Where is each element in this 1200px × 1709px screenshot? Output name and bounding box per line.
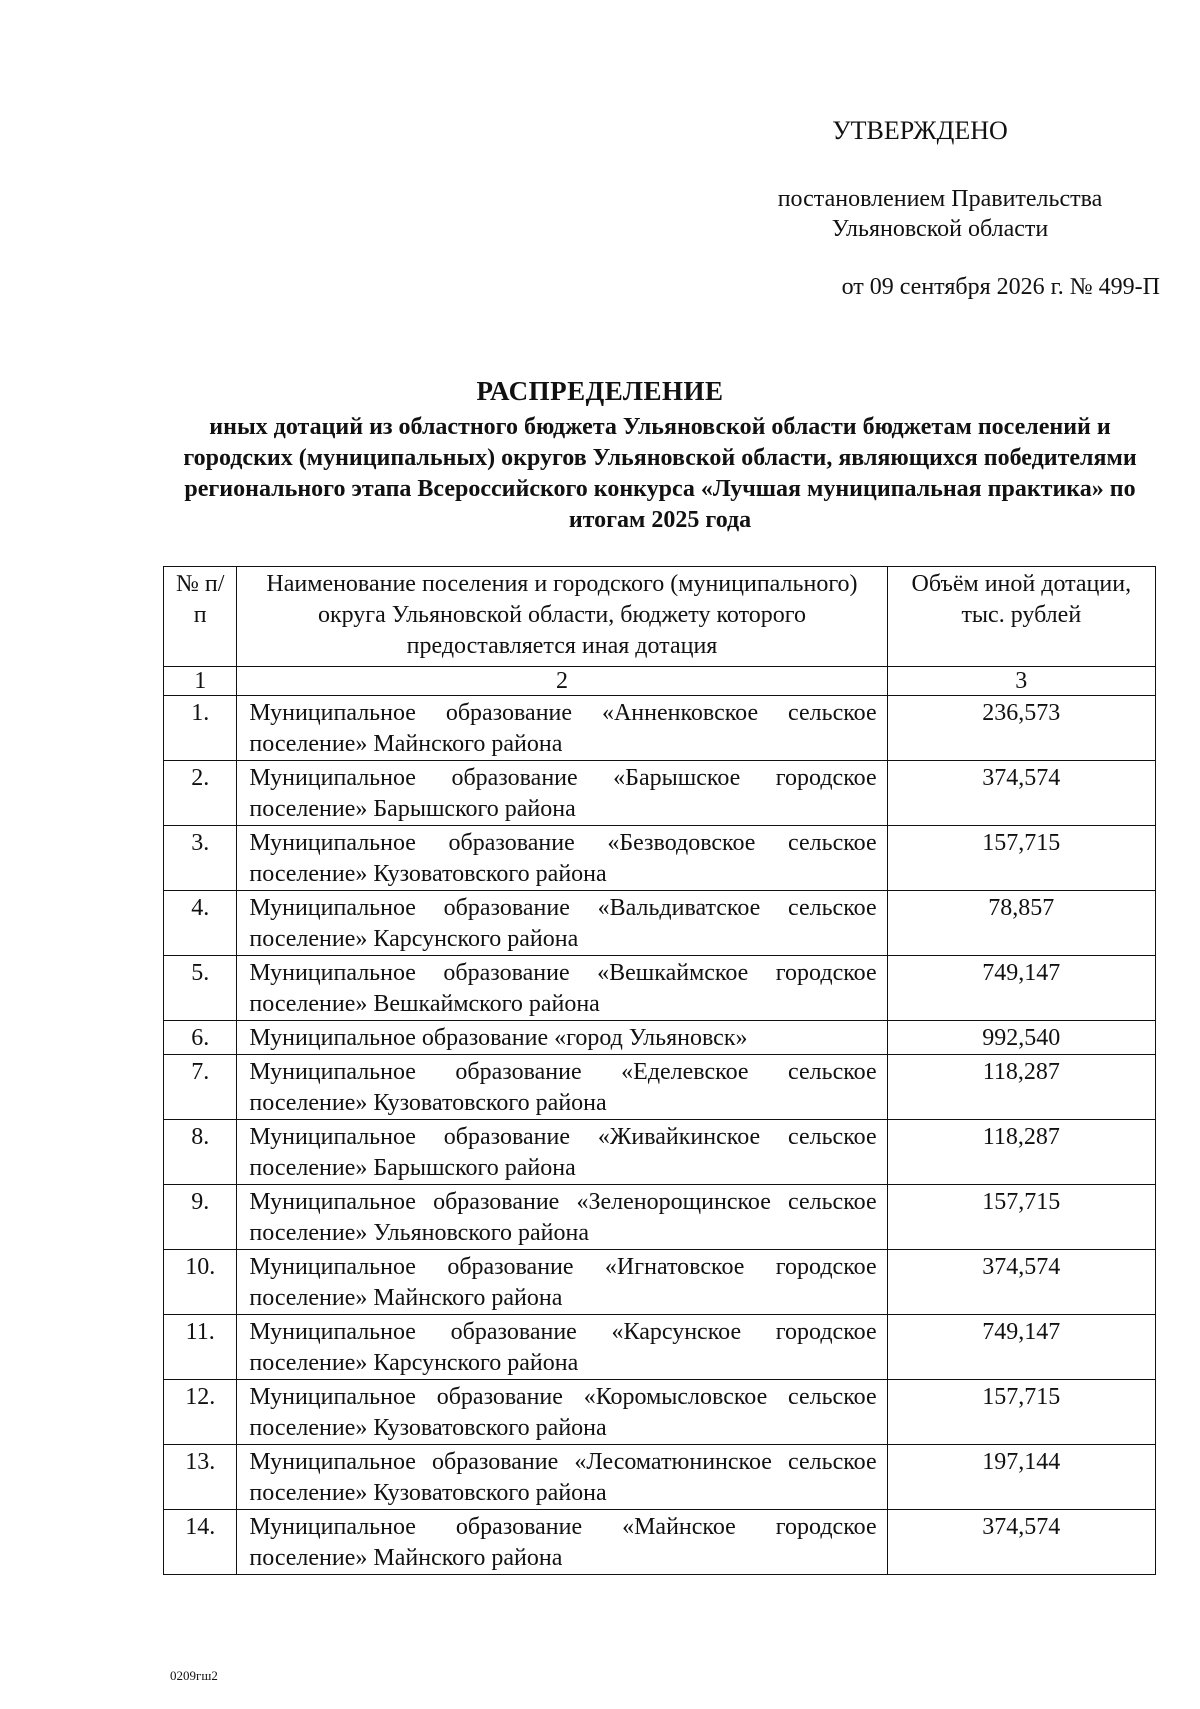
column-number-row (164, 667, 1156, 696)
distribution-table (163, 566, 1156, 1575)
row-name: Муниципальное образование «Анненковское сельское поселение» Майнского района (237, 696, 887, 761)
row-number: 8. (164, 1120, 237, 1185)
document-code: 0209гш2 (170, 1668, 218, 1683)
row-number: 13. (164, 1445, 237, 1510)
column-number-1: 1 (164, 667, 237, 696)
row-name: Муниципальное образование «Безводовское сельское поселение» Кузоватовского района (237, 826, 887, 891)
column-number-2: 2 (237, 667, 887, 696)
row-number: 2. (164, 761, 237, 826)
table-body (164, 696, 1156, 1575)
row-name: Муниципальное образование «Карсунское городское поселение» Карсунского района (237, 1315, 887, 1380)
row-name: Муниципальное образование «Лесоматюнинское сельское поселение» Кузоватовского района (237, 1445, 887, 1510)
row-name: Муниципальное образование «Майнское городское поселение» Майнского района (237, 1510, 887, 1575)
row-name: Муниципальное образование «Игнатовское городское поселение» Майнского района (237, 1250, 887, 1315)
row-amount: 374,574 (887, 1250, 1155, 1315)
table-row (164, 956, 1156, 1021)
row-amount: 118,287 (887, 1055, 1155, 1120)
table-row (164, 1250, 1156, 1315)
row-name: Муниципальное образование «город Ульяновск» (237, 1021, 887, 1055)
row-name: Муниципальное образование «Еделевское сельское поселение» Кузоватовского района (237, 1055, 887, 1120)
table-row (164, 1021, 1156, 1055)
row-amount: 78,857 (887, 891, 1155, 956)
row-number: 9. (164, 1185, 237, 1250)
row-amount: 749,147 (887, 1315, 1155, 1380)
column-number-3: 3 (887, 667, 1155, 696)
row-amount: 157,715 (887, 1185, 1155, 1250)
table-row (164, 1380, 1156, 1445)
row-number: 6. (164, 1021, 237, 1055)
table-header-row (164, 567, 1156, 667)
row-amount: 992,540 (887, 1021, 1155, 1055)
row-number: 1. (164, 696, 237, 761)
row-number: 5. (164, 956, 237, 1021)
row-amount: 157,715 (887, 826, 1155, 891)
row-amount: 197,144 (887, 1445, 1155, 1510)
row-name: Муниципальное образование «Вешкаймское городское поселение» Вешкаймского района (237, 956, 887, 1021)
row-number: 11. (164, 1315, 237, 1380)
header-name: Наименование поселения и городского (муниципального) округа Ульяновской области, бюджету которого предоставляется иная дотация (237, 567, 887, 667)
approval-heading: УТВЕРЖДЕНО (832, 116, 1008, 145)
approval-authority-line2: Ульяновской области (831, 216, 1049, 242)
row-amount: 157,715 (887, 1380, 1155, 1445)
header-number: № п/п (164, 567, 237, 667)
row-number: 4. (164, 891, 237, 956)
table-row (164, 1055, 1156, 1120)
row-name: Муниципальное образование «Вальдиватское сельское поселение» Карсунского района (237, 891, 887, 956)
table-row (164, 1510, 1156, 1575)
table-row (164, 891, 1156, 956)
row-number: 10. (164, 1250, 237, 1315)
row-name: Муниципальное образование «Зеленорощинское сельское поселение» Ульяновского района (237, 1185, 887, 1250)
approval-date: от 09 сентября 2026 г. № 499-П (841, 274, 1160, 300)
row-amount: 374,574 (887, 1510, 1155, 1575)
row-name: Муниципальное образование «Барышское городское поселение» Барышского района (237, 761, 887, 826)
row-amount: 118,287 (887, 1120, 1155, 1185)
table-row (164, 1445, 1156, 1510)
table-row (164, 826, 1156, 891)
row-amount: 236,573 (887, 696, 1155, 761)
row-number: 7. (164, 1055, 237, 1120)
header-amount: Объём иной дотации, тыс. рублей (887, 567, 1155, 667)
row-amount: 749,147 (887, 956, 1155, 1021)
table-row (164, 1120, 1156, 1185)
row-amount: 374,574 (887, 761, 1155, 826)
row-number: 3. (164, 826, 237, 891)
document-subtitle: иных дотаций из областного бюджета Ульяновской области бюджетам поселений и городских (муниципальных) округов Ульяновской области, являющихся победителями регионального этапа Всероссийского конкурса «Лучшая муниципальная практика» по итогам 2025 года (183, 414, 1137, 533)
approval-authority-line1: постановлением Правительства (777, 186, 1103, 212)
row-name: Муниципальное образование «Живайкинское сельское поселение» Барышского района (237, 1120, 887, 1185)
row-number: 12. (164, 1380, 237, 1445)
approval-authority (740, 184, 1140, 244)
row-name: Муниципальное образование «Коромысловское сельское поселение» Кузоватовского района (237, 1380, 887, 1445)
row-number: 14. (164, 1510, 237, 1575)
document-title: РАСПРЕДЕЛЕНИЕ (476, 376, 724, 406)
table-row (164, 696, 1156, 761)
table-row (164, 1315, 1156, 1380)
table-row (164, 1185, 1156, 1250)
table-row (164, 761, 1156, 826)
